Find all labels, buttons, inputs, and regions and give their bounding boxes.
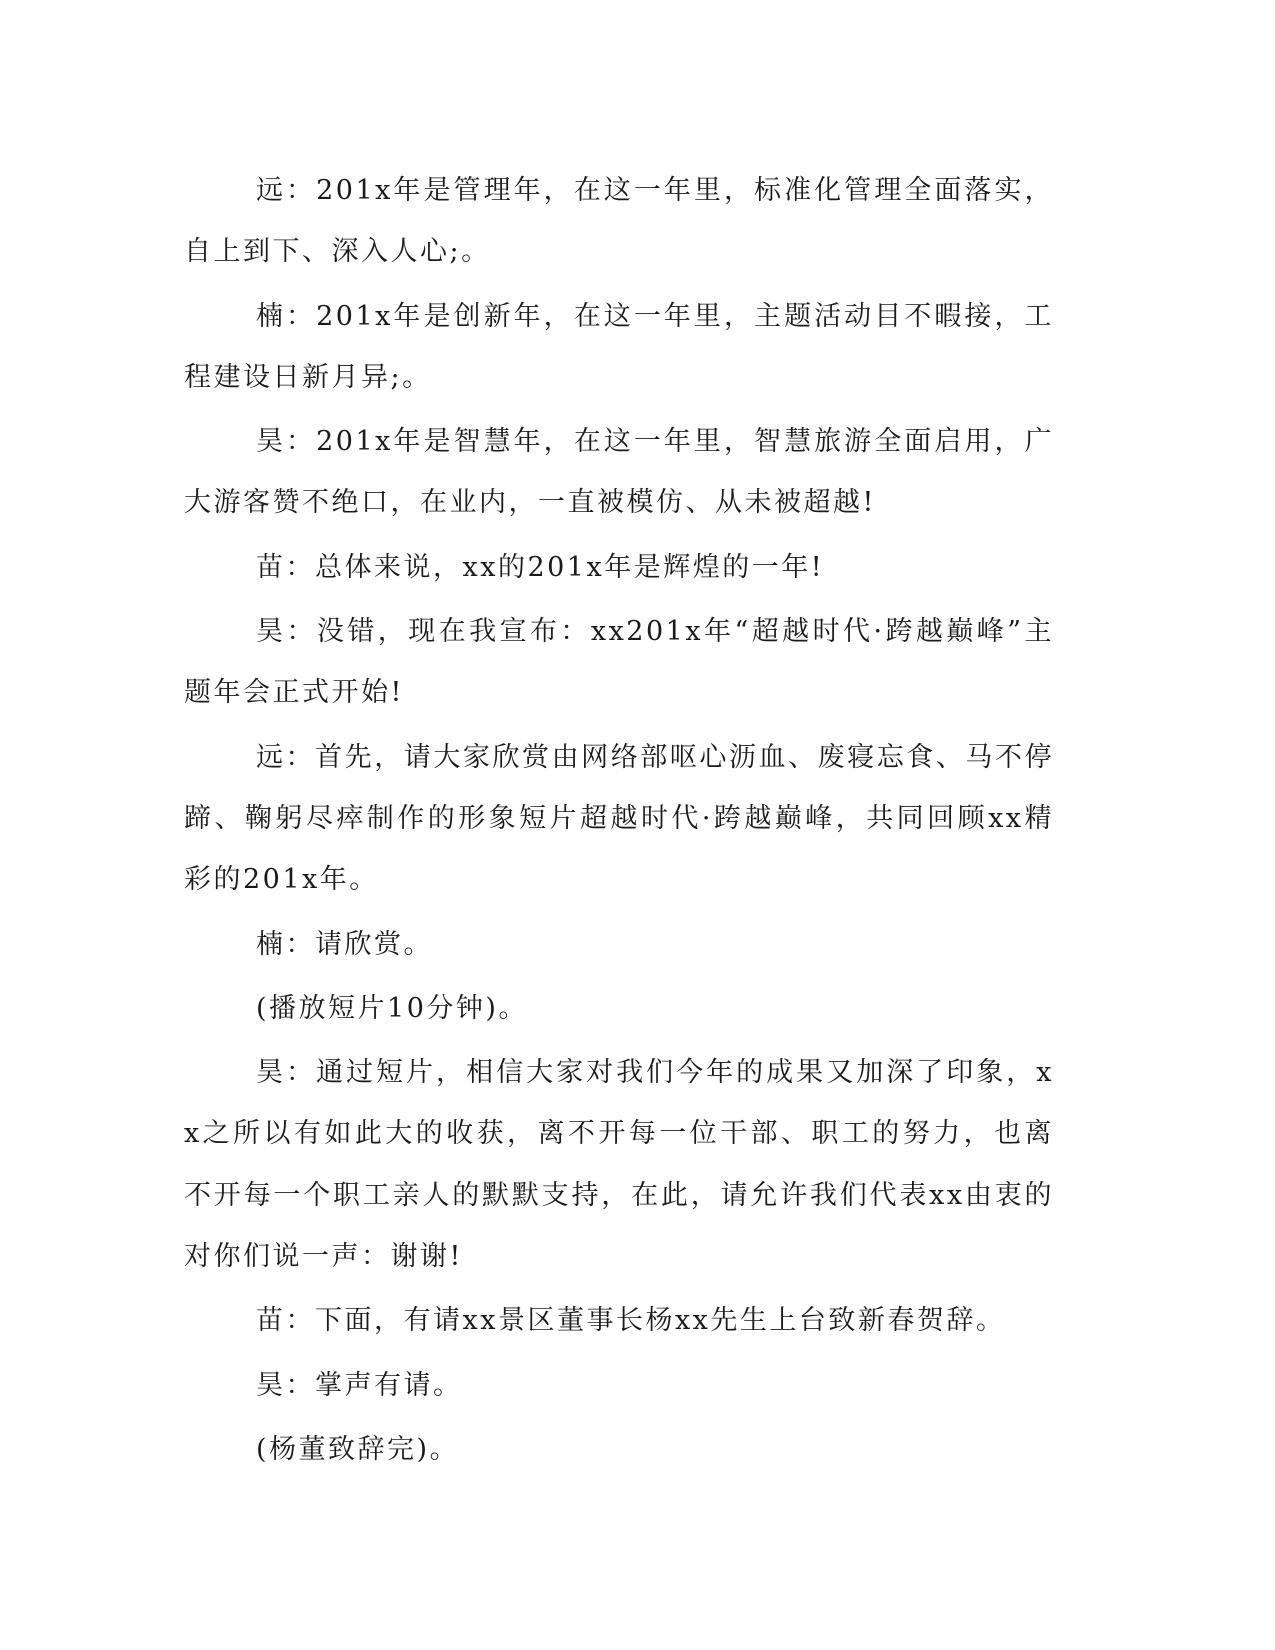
paragraph-9: 昊：通过短片，相信大家对我们今年的成果又加深了印象，xx之所以有如此大的收获，离不开每一位干部、职工的努力，也离不开每一个职工亲人的默默支持，在此，请允许我们代表xx由衷的对你们说一声：谢谢! [184,1057,1054,1273]
document-body [184,160,1054,1483]
paragraph-6: 远：首先，请大家欣赏由网络部呕心沥血、废寝忘食、马不停蹄、鞠躬尽瘁制作的形象短片超越时代·跨越巅峰，共同回顾xx精彩的201x年。 [184,741,1054,896]
paragraph-4: 苗：总体来说，xx的201x年是辉煌的一年! [256,551,825,583]
paragraph-8: (播放短片10分钟)。 [256,992,528,1024]
paragraph-10: 苗：下面，有请xx景区董事长杨xx先生上台致新春贺辞。 [256,1305,1006,1337]
paragraph-7: 楠：请欣赏。 [256,928,433,960]
paragraph-3: 昊：201x年是智慧年，在这一年里，智慧旅游全面启用，广大游客赞不绝口，在业内，一直被模仿、从未被超越! [184,426,1054,519]
paragraph-2: 楠：201x年是创新年，在这一年里，主题活动目不暇接，工程建设日新月异;。 [184,300,1054,393]
paragraph-1: 远：201x年是管理年，在这一年里，标准化管理全面落实，自上到下、深入人心;。 [184,175,1054,268]
paragraph-5: 昊：没错，现在我宣布：xx201x年“超越时代·跨越巅峰”主题年会正式开始! [184,616,1054,709]
paragraph-11: 昊：掌声有请。 [256,1369,463,1401]
paragraph-12: (杨董致辞完)。 [256,1433,460,1465]
